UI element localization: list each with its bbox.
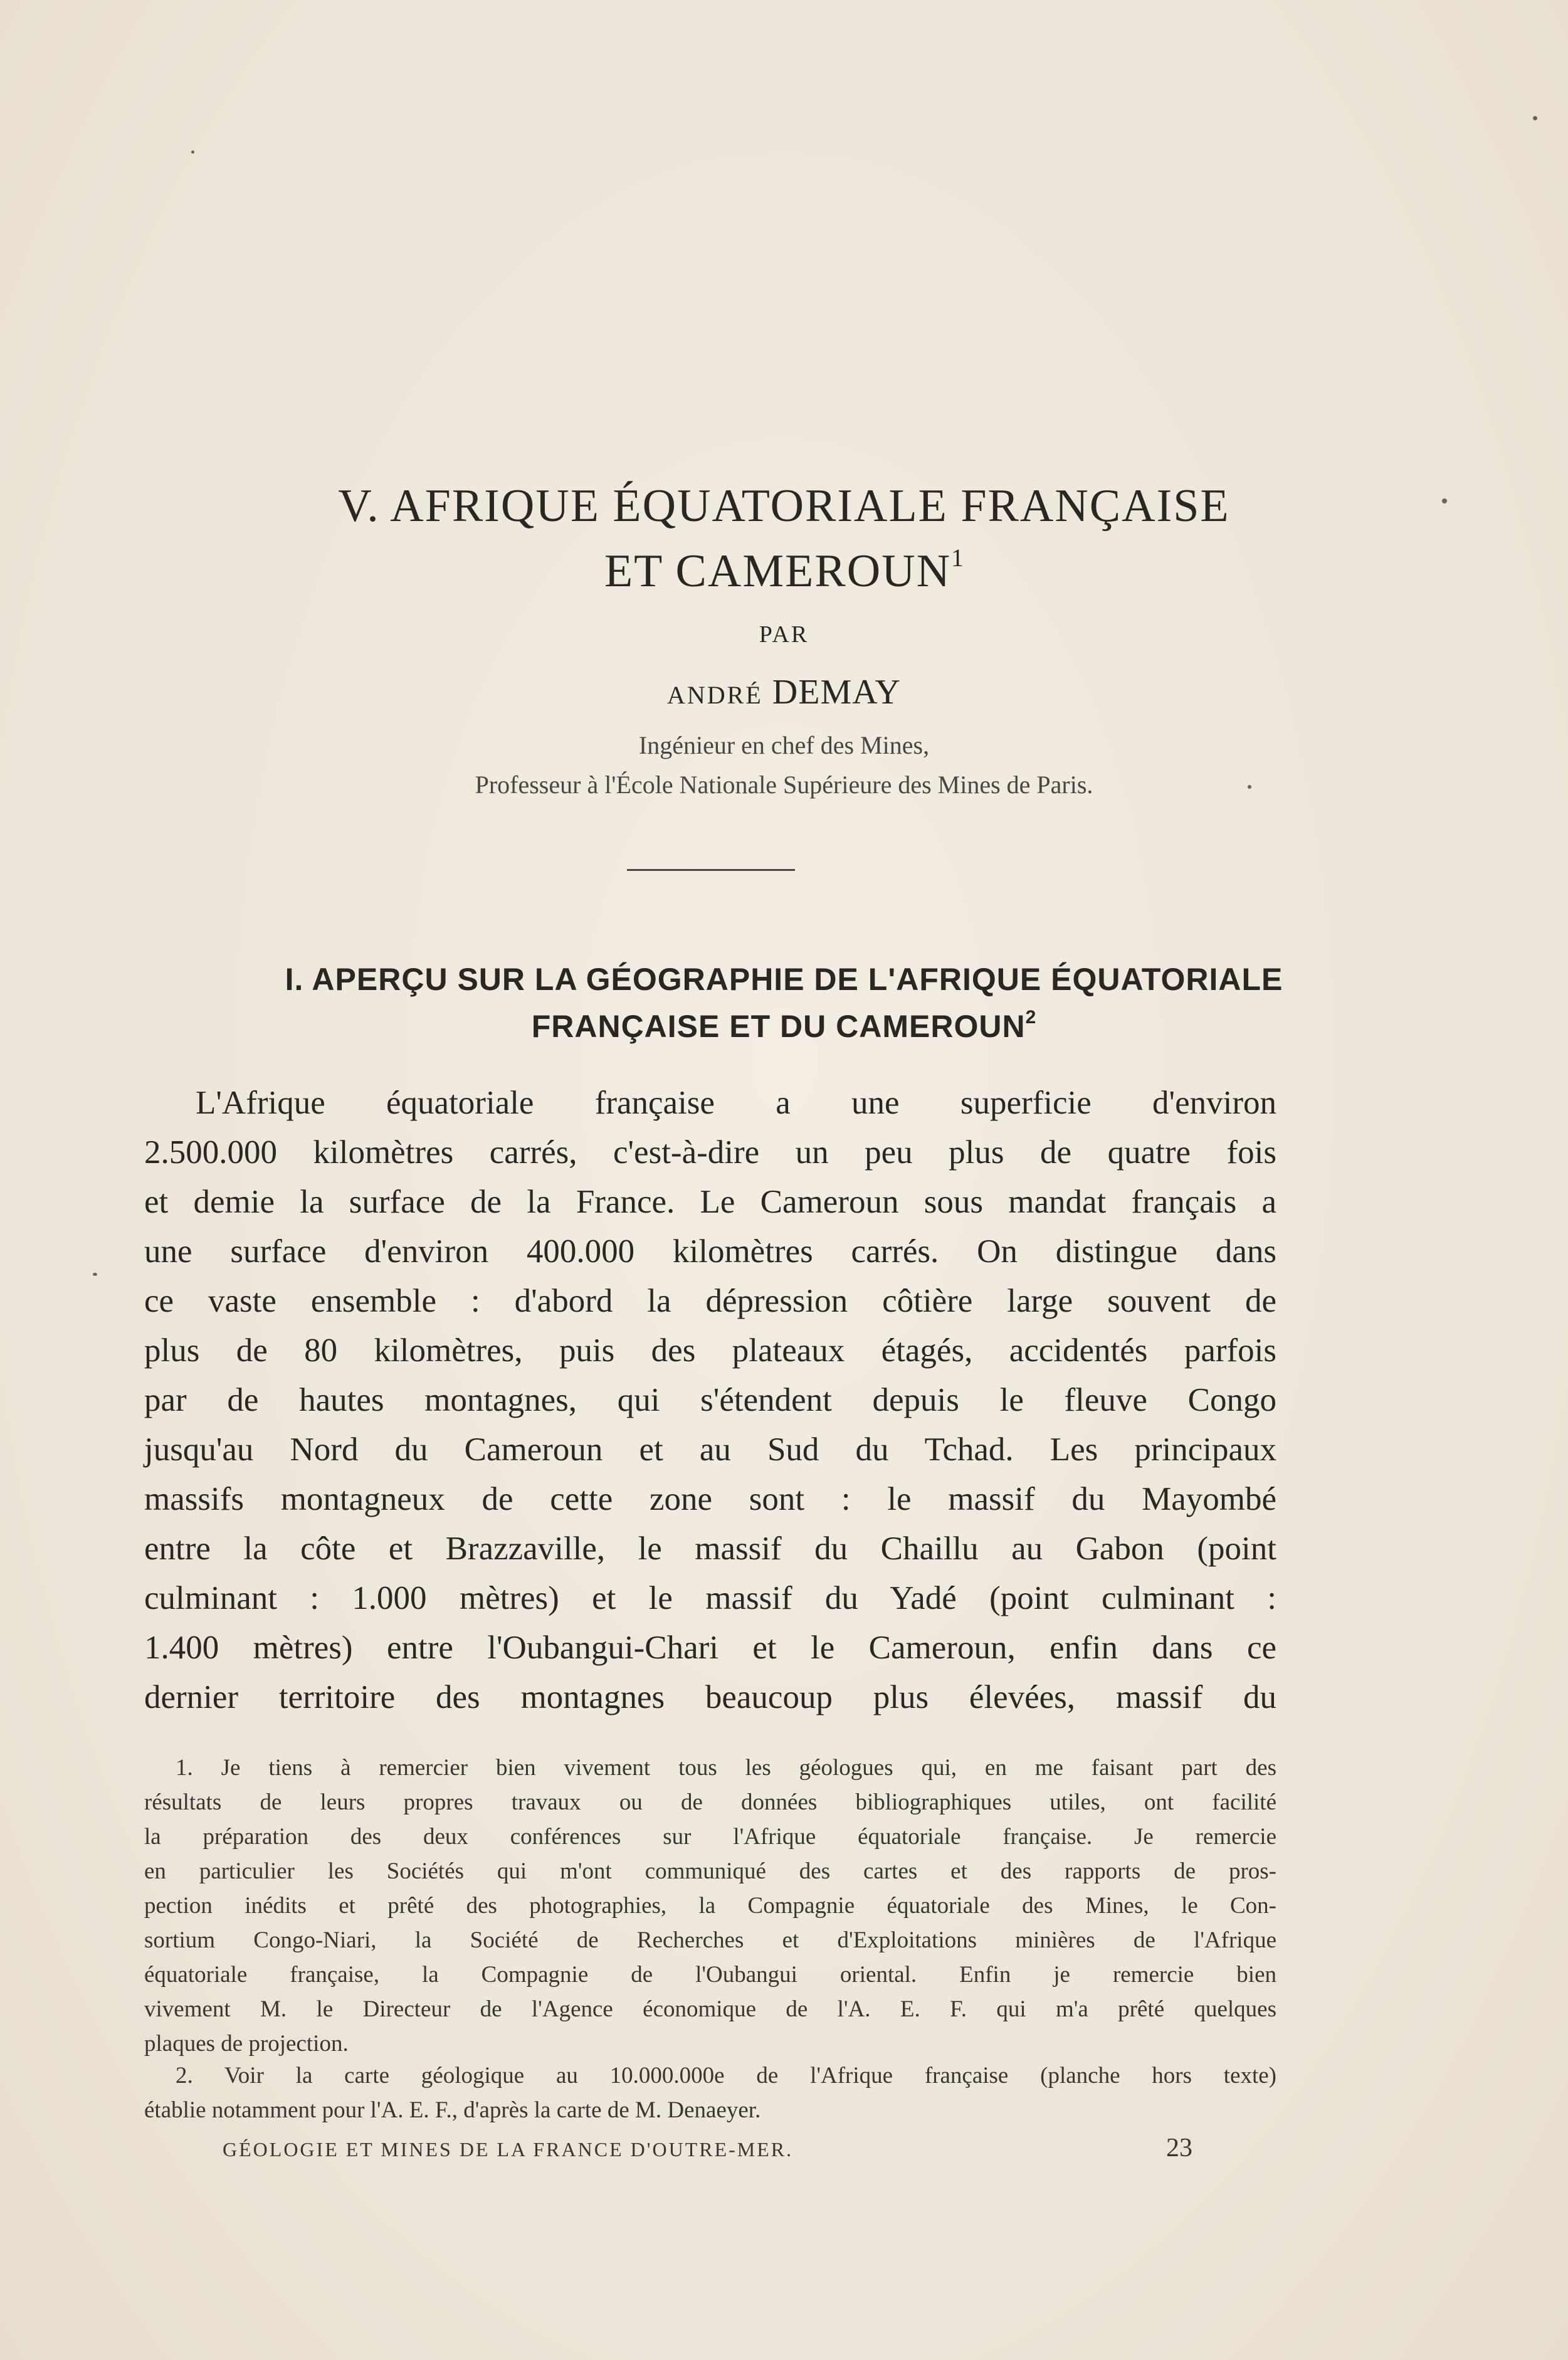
footnote-line: 2. Voir la carte géologique au 10.000.000e de l'Afrique française (planche hors texte) [176,2063,1276,2089]
footnote-line: vivement M. le Directeur de l'Agence économique de l'A. E. F. qui m'a prêté quelques [144,1996,1276,2022]
body-paragraph [144,1078,1276,1722]
article-title-text-2: ET CAMEROUN [604,545,952,597]
paper-speck [93,1273,97,1276]
footnote-line: plaques de projection. [144,2031,349,2057]
section-footnote-marker: 2 [1025,1007,1037,1028]
author-first-name: ANDRÉ [667,681,763,709]
body-line: massifs montagneux de cette zone sont : le massif du Mayombé [144,1481,1276,1517]
affiliation-line-2: Professeur à l'École Nationale Supérieure des Mines de Paris. [475,771,1093,799]
body-line: culminant : 1.000 mètres) et le massif du Yadé (point culminant : [144,1580,1276,1616]
by-label: PAR [759,621,809,648]
body-line: dernier territoire des montagnes beaucoup plus élevées, massif du [144,1679,1276,1715]
title-footnote-marker: 1 [951,544,964,572]
author-name [0,672,1568,712]
body-line: jusqu'au Nord du Cameroun et au Sud du Tchad. Les principaux [144,1431,1276,1468]
body-line: une surface d'environ 400.000 kilomètres carrés. On distingue dans [144,1233,1276,1270]
body-line: plus de 80 kilomètres, puis des plateaux étagés, accidentés parfois [144,1332,1276,1369]
footnote-line: la préparation des deux conférences sur l'Afrique équatoriale française. Je remercie [144,1824,1276,1850]
section-heading-line-1: I. APERÇU SUR LA GÉOGRAPHIE DE L'AFRIQUE ÉQUATORIALE [285,962,1283,997]
body-line: L'Afrique équatoriale française a une superficie d'environ [196,1085,1276,1121]
body-line: ce vaste ensemble : d'abord la dépression côtière large souvent de [144,1283,1276,1319]
footnote-line: équatoriale française, la Compagnie de l'Oubangui oriental. Enfin je remercie bien [144,1962,1276,1988]
footnote-line: sortium Congo-Niari, la Société de Recherches et d'Exploitations minières de l'Afrique [144,1927,1276,1953]
article-title-line-2 [0,544,1568,597]
footnote-line: résultats de leurs propres travaux ou de données bibliographiques utiles, ont facilité [144,1789,1276,1815]
title-divider [627,869,795,871]
paper-speck [191,150,194,154]
body-line: 1.400 mètres) entre l'Oubangui-Chari et le Cameroun, enfin dans ce [144,1630,1276,1666]
paper-speck [1248,785,1251,789]
running-footer-title: GÉOLOGIE ET MINES DE LA FRANCE D'OUTRE-MER. [223,2138,794,2161]
body-line: entre la côte et Brazzaville, le massif du Chaillu au Gabon (point [144,1530,1276,1567]
affiliation-line-1: Ingénieur en chef des Mines, [638,731,930,759]
paper-speck [1442,498,1447,503]
body-line: par de hautes montagnes, qui s'étendent depuis le fleuve Congo [144,1382,1276,1418]
article-title-line-1 [0,480,1568,532]
body-line: 2.500.000 kilomètres carrés, c'est-à-dire un peu plus de quatre fois [144,1134,1276,1171]
footnote-line: pection inédits et prêté des photographies, la Compagnie équatoriale des Mines, le Con- [144,1893,1276,1919]
footnote-line: en particulier les Sociétés qui m'ont communiqué des cartes et des rapports de pros- [144,1858,1276,1884]
section-heading-line-2 [0,1008,1568,1042]
author-last-name: DEMAY [772,673,901,712]
footnote-line: 1. Je tiens à remercier bien vivement tous les géologues qui, en me faisant part des [176,1755,1276,1781]
footnote-1 [144,1751,1276,2061]
footnote-line: établie notamment pour l'A. E. F., d'après la carte de M. Denaeyer. [144,2097,761,2123]
section-heading-text-2: FRANÇAISE ET DU CAMEROUN [531,1009,1026,1044]
page-number: 23 [1166,2134,1192,2162]
article-title-text-1: V. AFRIQUE ÉQUATORIALE FRANÇAISE [338,480,1230,532]
footnote-2 [144,2058,1276,2127]
body-line: et demie la surface de la France. Le Cameroun sous mandat français a [144,1184,1276,1220]
paper-speck [1533,116,1537,120]
